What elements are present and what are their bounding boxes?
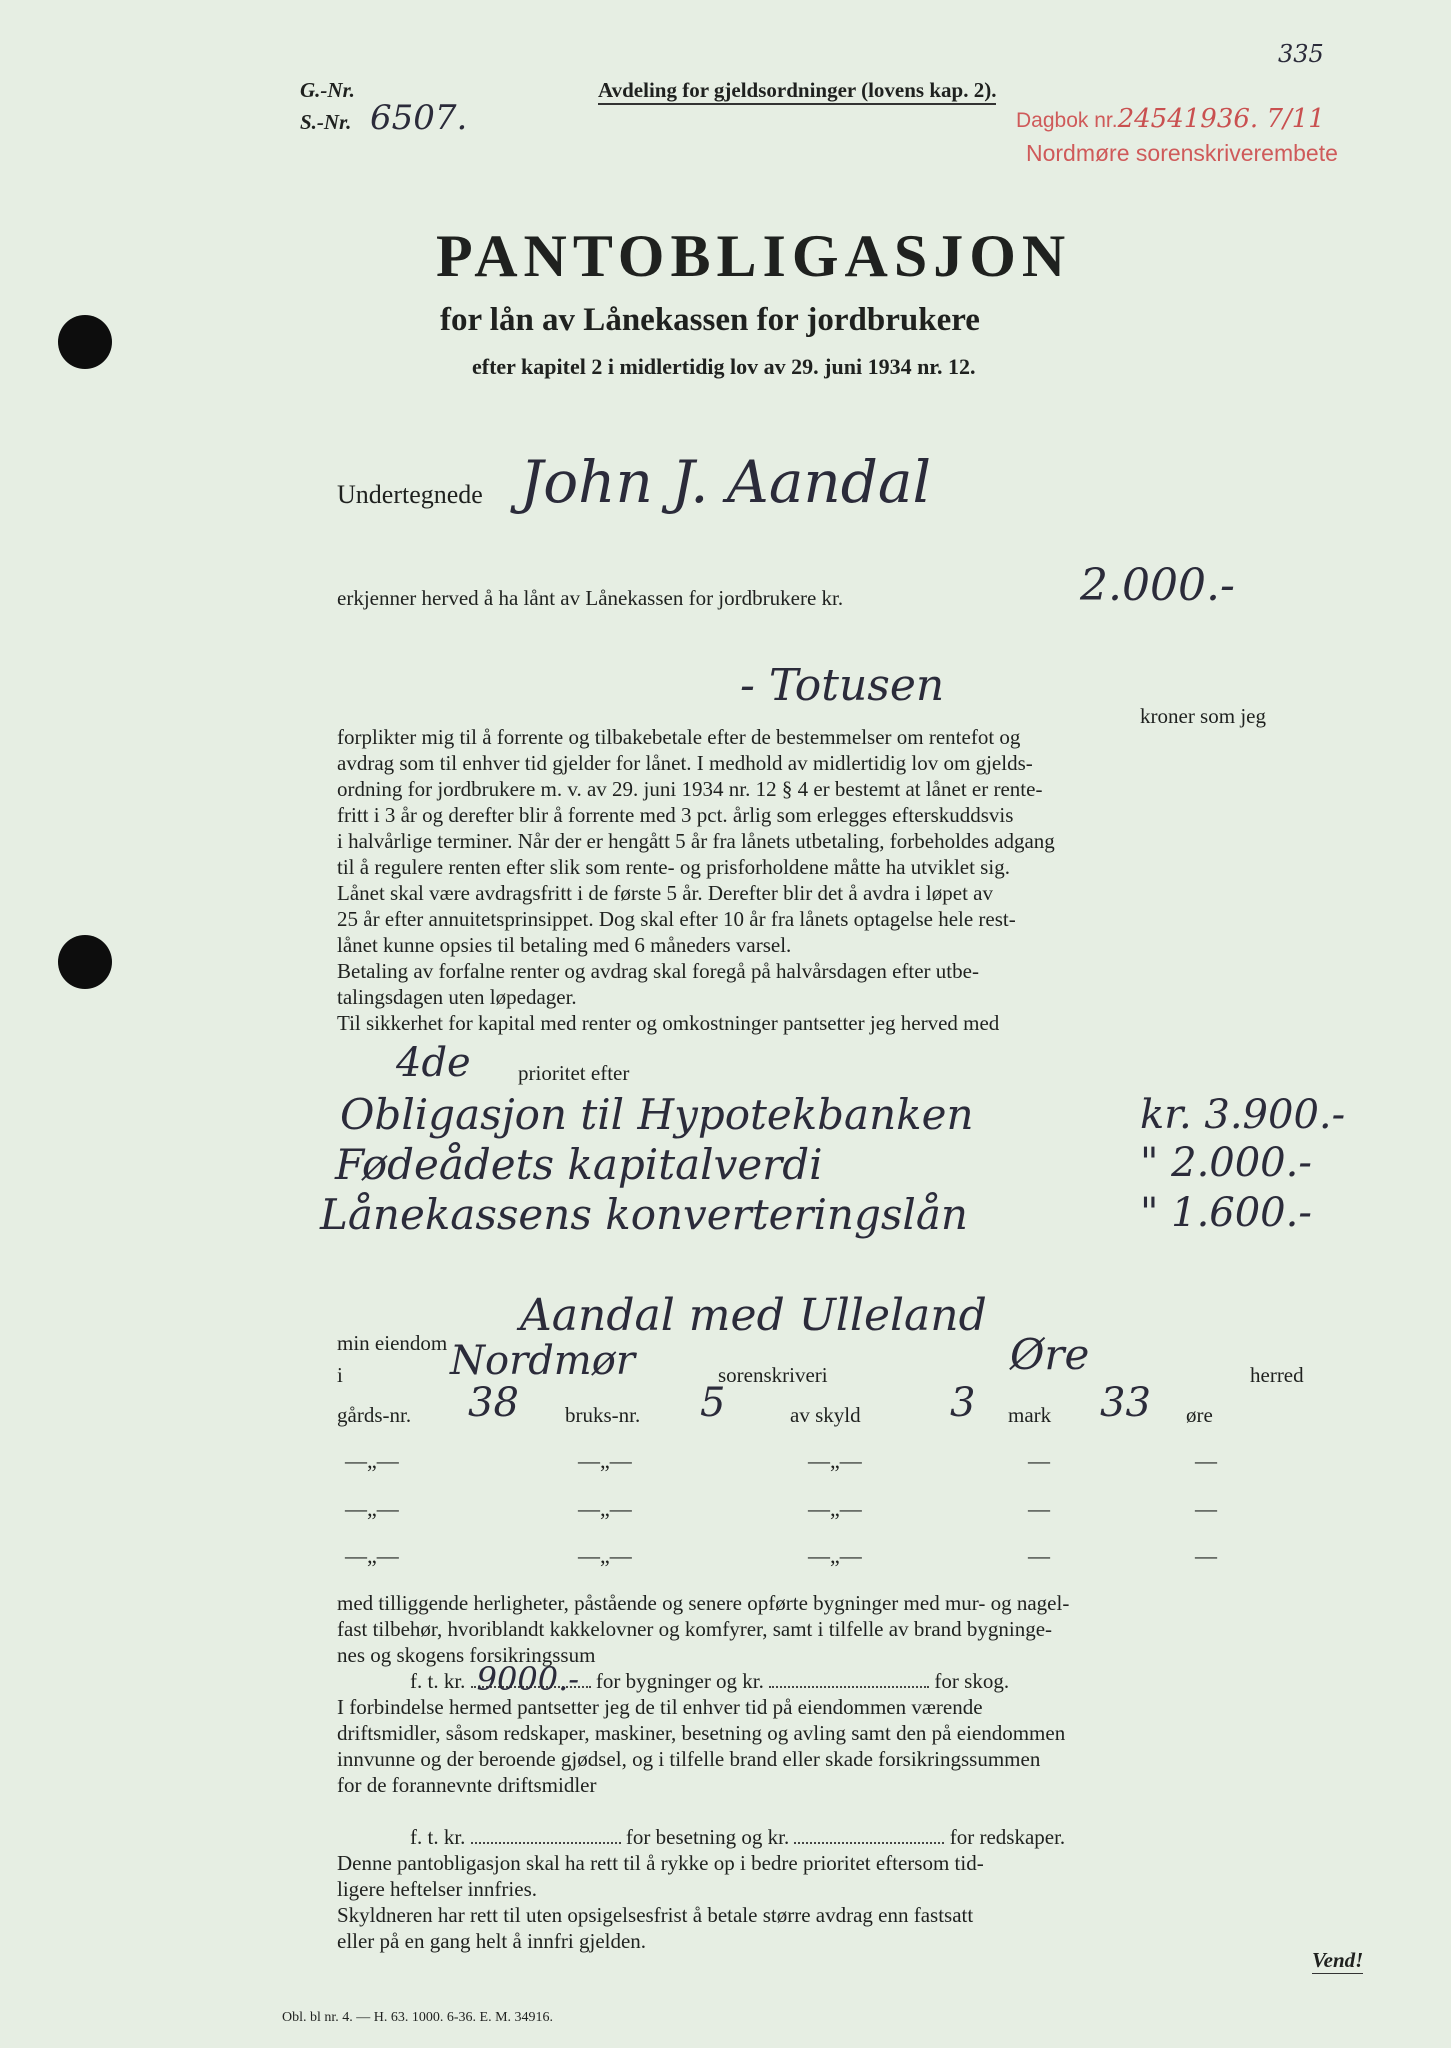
lien-1-text: Obligasjon til Hypotekbanken bbox=[340, 1090, 974, 1139]
closing-paragraph: Denne pantobligasjon skal ha rett til å rykke op i bedre prioritet eftersom tid- ligere heftelser innfries. Skyldneren har rett til uten opsigelsesfrist å betale større avdrag enn fastsatt eller på en gang helt å innfri gjelden. bbox=[337, 1851, 984, 1953]
ditto-mark: —„— bbox=[578, 1543, 632, 1568]
sorenskriveri-label: sorenskriveri bbox=[718, 1363, 828, 1387]
dagbok-label: Dagbok nr. bbox=[1016, 109, 1118, 132]
ditto-mark: —„— bbox=[578, 1448, 632, 1473]
document-subtitle: for lån av Lånekassen for jordbrukere bbox=[440, 302, 980, 338]
mark-value: 33 bbox=[1100, 1380, 1151, 1426]
skyld-value: 3 bbox=[950, 1380, 976, 1426]
operating-assets-paragraph: I forbindelse hermed pantsetter jeg de til enhver tid på eiendommen værende driftsmidler, såsom redskaper, maskiner, besetning og avling samt den på eiendommen innvunne og der beroende gjødsel, og i tilfelle brand eller skade forsikringssummen for de forannevnte driftsmidler bbox=[337, 1695, 1066, 1797]
ditto-mark: —„— bbox=[808, 1543, 862, 1568]
document-title: PANTOBLIGASJON bbox=[436, 223, 1072, 289]
s-nr-value: 6507. bbox=[370, 98, 468, 138]
insurance-line-1: f. t. kr. 9000.- for bygninger og kr. for skog. bbox=[410, 1660, 1010, 1698]
ore-label: øre bbox=[1186, 1403, 1213, 1427]
lien-3-amount: " 1.600.- bbox=[1140, 1190, 1312, 1236]
insurance-line-2: f. t. kr. for besetning og kr. for redskaper. bbox=[410, 1825, 1066, 1849]
ditto-mark: — bbox=[1028, 1496, 1050, 1521]
property-label: min eiendom bbox=[337, 1331, 448, 1355]
ditto-mark: —„— bbox=[808, 1448, 862, 1473]
insurance-buildings-amount: 9000.- bbox=[476, 1660, 580, 1698]
skyld-label: av skyld bbox=[790, 1403, 861, 1427]
herred-label: herred bbox=[1250, 1363, 1304, 1387]
ditto-mark: —„— bbox=[345, 1496, 399, 1521]
lien-3-text: Lånekassens konverteringslån bbox=[320, 1190, 968, 1239]
document-legal-basis: efter kapitel 2 i midlertidig lov av 29. juni 1934 nr. 12. bbox=[472, 354, 976, 379]
dagbok-number: 2454 bbox=[1117, 104, 1184, 134]
punch-hole-top bbox=[58, 315, 112, 369]
property-name: Aandal med Ulleland bbox=[520, 1290, 987, 1341]
priority-number: 4de bbox=[396, 1040, 471, 1086]
terms-paragraph: forplikter mig til å forrente og tilbakebetale efter de bestemmelser om rentefot og avdrag som til enhver tid gjelder for lånet. I medhold av midlertidig lov om gjelds- ordning for jordbrukere m. v. av 29. juni 1934 nr. 12 § 4 er bestemt at lånet er rente- fritt i 3 år og derefter blir å forrente med 3 pct. årlig som erlegges efterskuddsvis i halvårlige terminer. Når der er hengått 5 år fra lånets utbetaling, forbeholdes adgang til å regulere renten efter slik som rente- og prisforholdene måtte ha utviklet sig. Lånet skal være avdragsfritt i de første 5 år. Derefter blir det å avdra i løpet av 25 år efter annuitetsprinsippet. Dog skal efter 10 år fra lånets optagelse hele rest- lånet kunne opsies til betaling med 6 måneders varsel. Betaling av forfalne renter og avdrag skal foregå på halvårsdagen efter utbe- talingsdagen uten løpedager. Til sikkerhet for kapital med renter og omkostninger pantsetter jeg herved med bbox=[337, 725, 1055, 1035]
kroner-som-jeg: kroner som jeg bbox=[1140, 704, 1266, 728]
s-nr-label: S.-Nr. bbox=[300, 110, 352, 134]
gards-nr-value: 38 bbox=[468, 1380, 519, 1426]
loan-amount-words: - Totusen bbox=[740, 660, 945, 711]
priority-label: prioritet efter bbox=[518, 1061, 630, 1085]
ditto-mark: — bbox=[1028, 1448, 1050, 1473]
ditto-mark: —„— bbox=[808, 1496, 862, 1521]
lien-1-amount: kr. 3.900.- bbox=[1140, 1092, 1346, 1138]
division-title: Avdeling for gjeldsordninger (lovens kap. 2). bbox=[598, 78, 996, 105]
dagbok-stamp bbox=[1016, 104, 1325, 134]
ditto-mark: — bbox=[1195, 1448, 1217, 1473]
ditto-mark: — bbox=[1195, 1543, 1217, 1568]
lien-2-amount: " 2.000.- bbox=[1140, 1140, 1312, 1186]
lien-2-text: Fødeådets kapitalverdi bbox=[335, 1140, 823, 1189]
property-district: Nordmør bbox=[450, 1338, 635, 1384]
ditto-mark: — bbox=[1195, 1496, 1217, 1521]
ditto-mark: —„— bbox=[578, 1496, 632, 1521]
ditto-mark: —„— bbox=[345, 1448, 399, 1473]
undertegnede-label: Undertegnede bbox=[337, 480, 483, 509]
property-i: i bbox=[337, 1363, 343, 1387]
page-number: 335 bbox=[1278, 40, 1324, 68]
appurtenances-paragraph: med tilliggende herligheter, påstående og senere opførte bygninger med mur- og nagel- fast tilbehør, hvoriblandt kakkelovner og komfyrer, samt i tilfelle av brand bygninge- nes og skogens forsikringssum bbox=[337, 1591, 1070, 1667]
borrower-name: John J. Aandal bbox=[520, 448, 932, 516]
bruks-nr-label: bruks-nr. bbox=[565, 1403, 641, 1427]
print-reference: Obl. bl nr. 4. — H. 63. 1000. 6-36. E. M. 34916. bbox=[282, 2010, 554, 2025]
ditto-mark: —„— bbox=[345, 1543, 399, 1568]
office-stamp: Nordmøre sorenskriverembete bbox=[1026, 140, 1338, 166]
gards-nr-label: gårds-nr. bbox=[337, 1403, 412, 1427]
vend-label: Vend! bbox=[1312, 1948, 1364, 1972]
g-nr-label: G.-Nr. bbox=[300, 78, 355, 102]
property-herred: Øre bbox=[1010, 1330, 1090, 1379]
loan-sentence: erkjenner herved å ha lånt av Lånekassen for jordbrukere kr. bbox=[337, 586, 844, 610]
punch-hole-bottom bbox=[58, 935, 112, 989]
ditto-mark: — bbox=[1028, 1543, 1050, 1568]
loan-amount: 2.000.- bbox=[1080, 560, 1235, 611]
bruks-nr-value: 5 bbox=[700, 1380, 726, 1426]
dagbok-date: 1936. 7/11 bbox=[1183, 104, 1325, 134]
mark-label: mark bbox=[1008, 1403, 1052, 1427]
